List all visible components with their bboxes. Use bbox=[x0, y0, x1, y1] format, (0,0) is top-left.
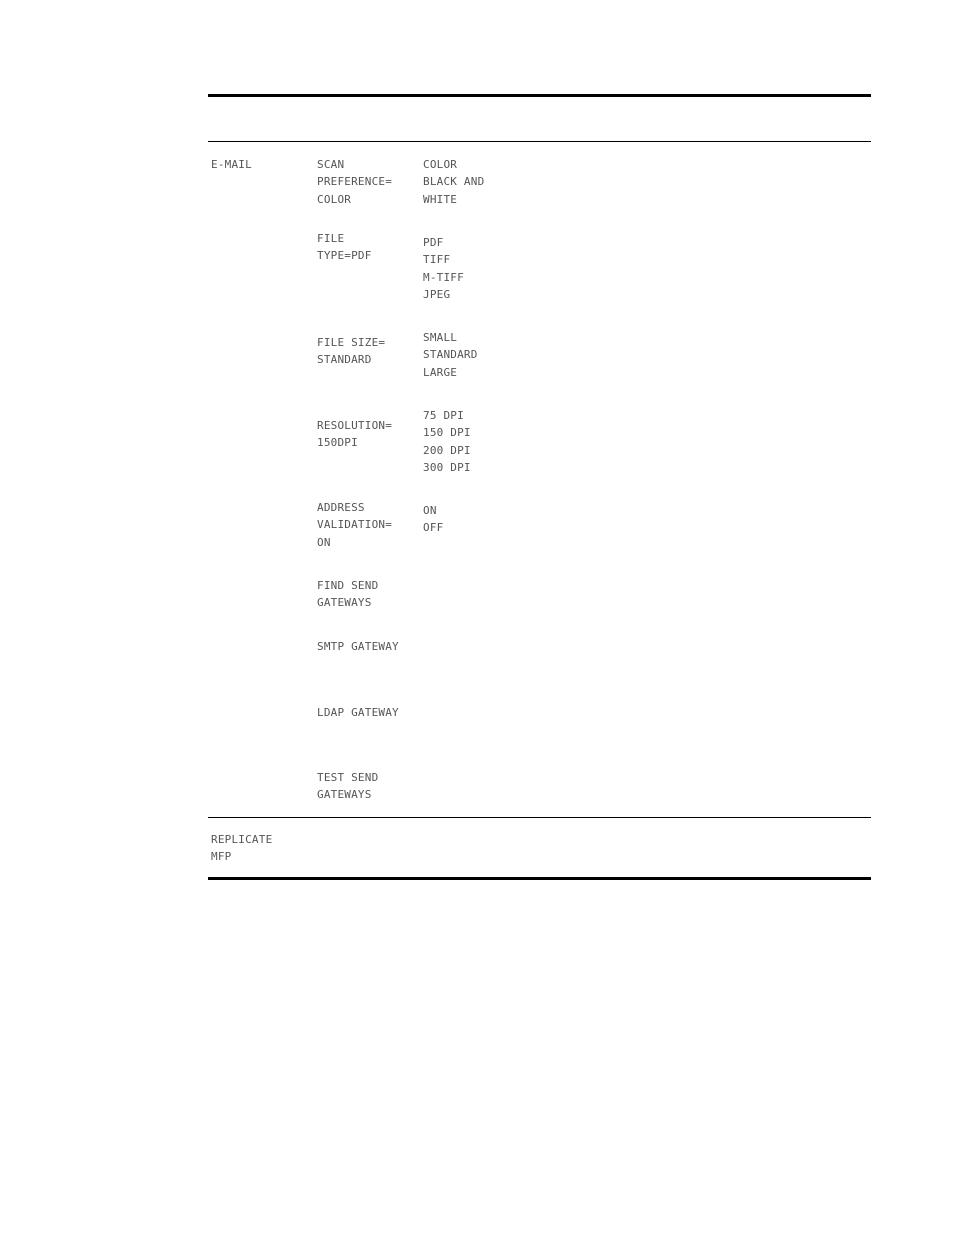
options-resolution: 75 DPI 150 DPI 200 DPI 300 DPI bbox=[423, 409, 471, 474]
table-bottom-rule bbox=[208, 877, 871, 880]
menu-item-ldap-gateway: LDAP GATEWAY bbox=[317, 706, 399, 719]
options-file-type: PDF TIFF M-TIFF JPEG bbox=[423, 236, 464, 301]
menu-item-resolution: RESOLUTION= 150DPI bbox=[317, 419, 393, 450]
table-top-rule bbox=[208, 94, 871, 97]
menu-item-smtp-gateway: SMTP GATEWAY bbox=[317, 640, 399, 653]
menu-item-address-validation: ADDRESS VALIDATION= ON bbox=[317, 501, 393, 549]
section-label-email: E-MAIL bbox=[211, 158, 252, 171]
options-address-validation: ON OFF bbox=[423, 504, 444, 535]
menu-item-find-send-gateways: FIND SEND GATEWAYS bbox=[317, 579, 379, 610]
options-scan-preference: COLOR BLACK AND WHITE bbox=[423, 158, 485, 206]
menu-item-scan-preference: SCAN PREFERENCE= COLOR bbox=[317, 158, 393, 206]
section-label-replicate-mfp: REPLICATE MFP bbox=[211, 833, 273, 864]
menu-item-file-size: FILE SIZE= STANDARD bbox=[317, 336, 386, 367]
header-separator-rule bbox=[208, 141, 871, 142]
options-file-size: SMALL STANDARD LARGE bbox=[423, 331, 478, 379]
menu-item-test-send-gateways: TEST SEND GATEWAYS bbox=[317, 771, 379, 802]
menu-item-file-type: FILE TYPE=PDF bbox=[317, 232, 372, 263]
section-separator-rule bbox=[208, 817, 871, 818]
